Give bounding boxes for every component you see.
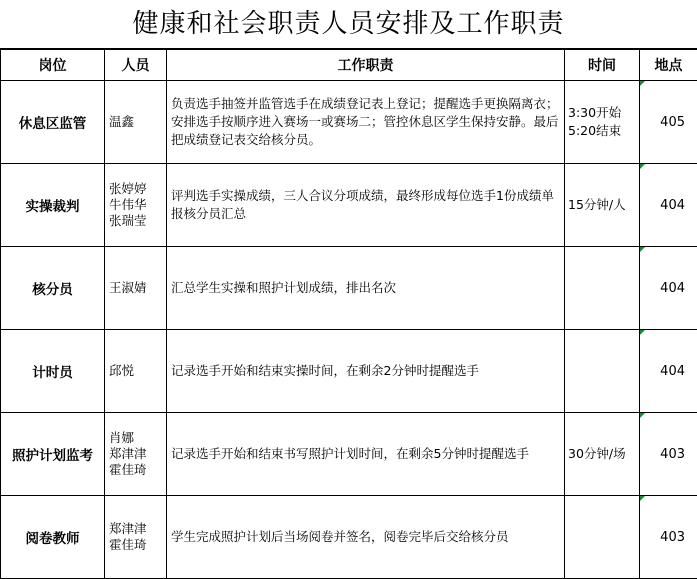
person-cell[interactable]: 温鑫 [105,81,167,164]
table-row [1,413,697,496]
comment-marker-icon [640,330,645,335]
table-row [1,247,697,330]
header-time[interactable]: 时间 [565,50,640,81]
time-cell[interactable]: 15分钟/人 [565,164,640,247]
position-cell[interactable]: 休息区监管 [1,81,105,164]
location-value: 403 [660,447,685,462]
duty-table [0,49,697,579]
duty-cell[interactable]: 记录选手开始和结束实操时间，在剩余2分钟时提醒选手 [167,330,565,413]
page-title: 健康和社会职责人员安排及工作职责 [0,0,697,49]
position-cell[interactable]: 照护计划监考 [1,413,105,496]
table-row [1,496,697,579]
duty-cell[interactable]: 负责选手抽签并监管选手在成绩登记表上登记；提醒选手更换隔离衣；安排选手按顺序进入赛场一或赛场二；管控休息区学生保持安静。最后把成绩登记表交给核分员。 [167,81,565,164]
position-cell[interactable]: 核分员 [1,247,105,330]
location-value: 404 [660,364,685,379]
time-cell[interactable]: 30分钟/场 [565,413,640,496]
location-value: 405 [660,115,685,130]
position-cell[interactable]: 阅卷教师 [1,496,105,579]
header-row [1,50,697,81]
person-cell[interactable]: 张婷婷 牛伟华 张瑞莹 [105,164,167,247]
duty-cell[interactable]: 汇总学生实操和照护计划成绩，排出名次 [167,247,565,330]
position-cell[interactable]: 实操裁判 [1,164,105,247]
position-cell[interactable]: 计时员 [1,330,105,413]
location-value: 404 [660,281,685,296]
duty-cell[interactable]: 记录选手开始和结束书写照护计划时间，在剩余5分钟时提醒选手 [167,413,565,496]
table-row [1,330,697,413]
location-value: 403 [660,530,685,545]
location-value: 404 [660,198,685,213]
location-cell[interactable] [640,413,697,496]
person-cell[interactable]: 郑津津 霍佳琦 [105,496,167,579]
location-cell[interactable] [640,81,697,164]
duty-cell[interactable]: 评判选手实操成绩，三人合议分项成绩，最终形成每位选手1份成绩单报核分员汇总 [167,164,565,247]
location-cell[interactable] [640,247,697,330]
table-row [1,164,697,247]
location-cell[interactable] [640,164,697,247]
comment-marker-icon [640,164,645,169]
table-row [1,81,697,164]
location-cell[interactable] [640,330,697,413]
location-cell[interactable] [640,496,697,579]
comment-marker-icon [640,496,645,501]
person-cell[interactable]: 王淑婧 [105,247,167,330]
comment-marker-icon [640,413,645,418]
header-location[interactable]: 地点 [640,50,697,81]
duty-cell[interactable]: 学生完成照护计划后当场阅卷并签名，阅卷完毕后交给核分员 [167,496,565,579]
header-position[interactable]: 岗位 [1,50,105,81]
header-person[interactable]: 人员 [105,50,167,81]
person-cell[interactable]: 肖娜 郑津津 霍佳琦 [105,413,167,496]
time-cell[interactable] [565,496,640,579]
time-cell[interactable] [565,247,640,330]
comment-marker-icon [640,247,645,252]
time-cell[interactable] [565,330,640,413]
person-cell[interactable]: 邱悦 [105,330,167,413]
comment-marker-icon [640,81,645,86]
time-cell[interactable]: 3:30开始 5:20结束 [565,81,640,164]
header-duty[interactable]: 工作职责 [167,50,565,81]
